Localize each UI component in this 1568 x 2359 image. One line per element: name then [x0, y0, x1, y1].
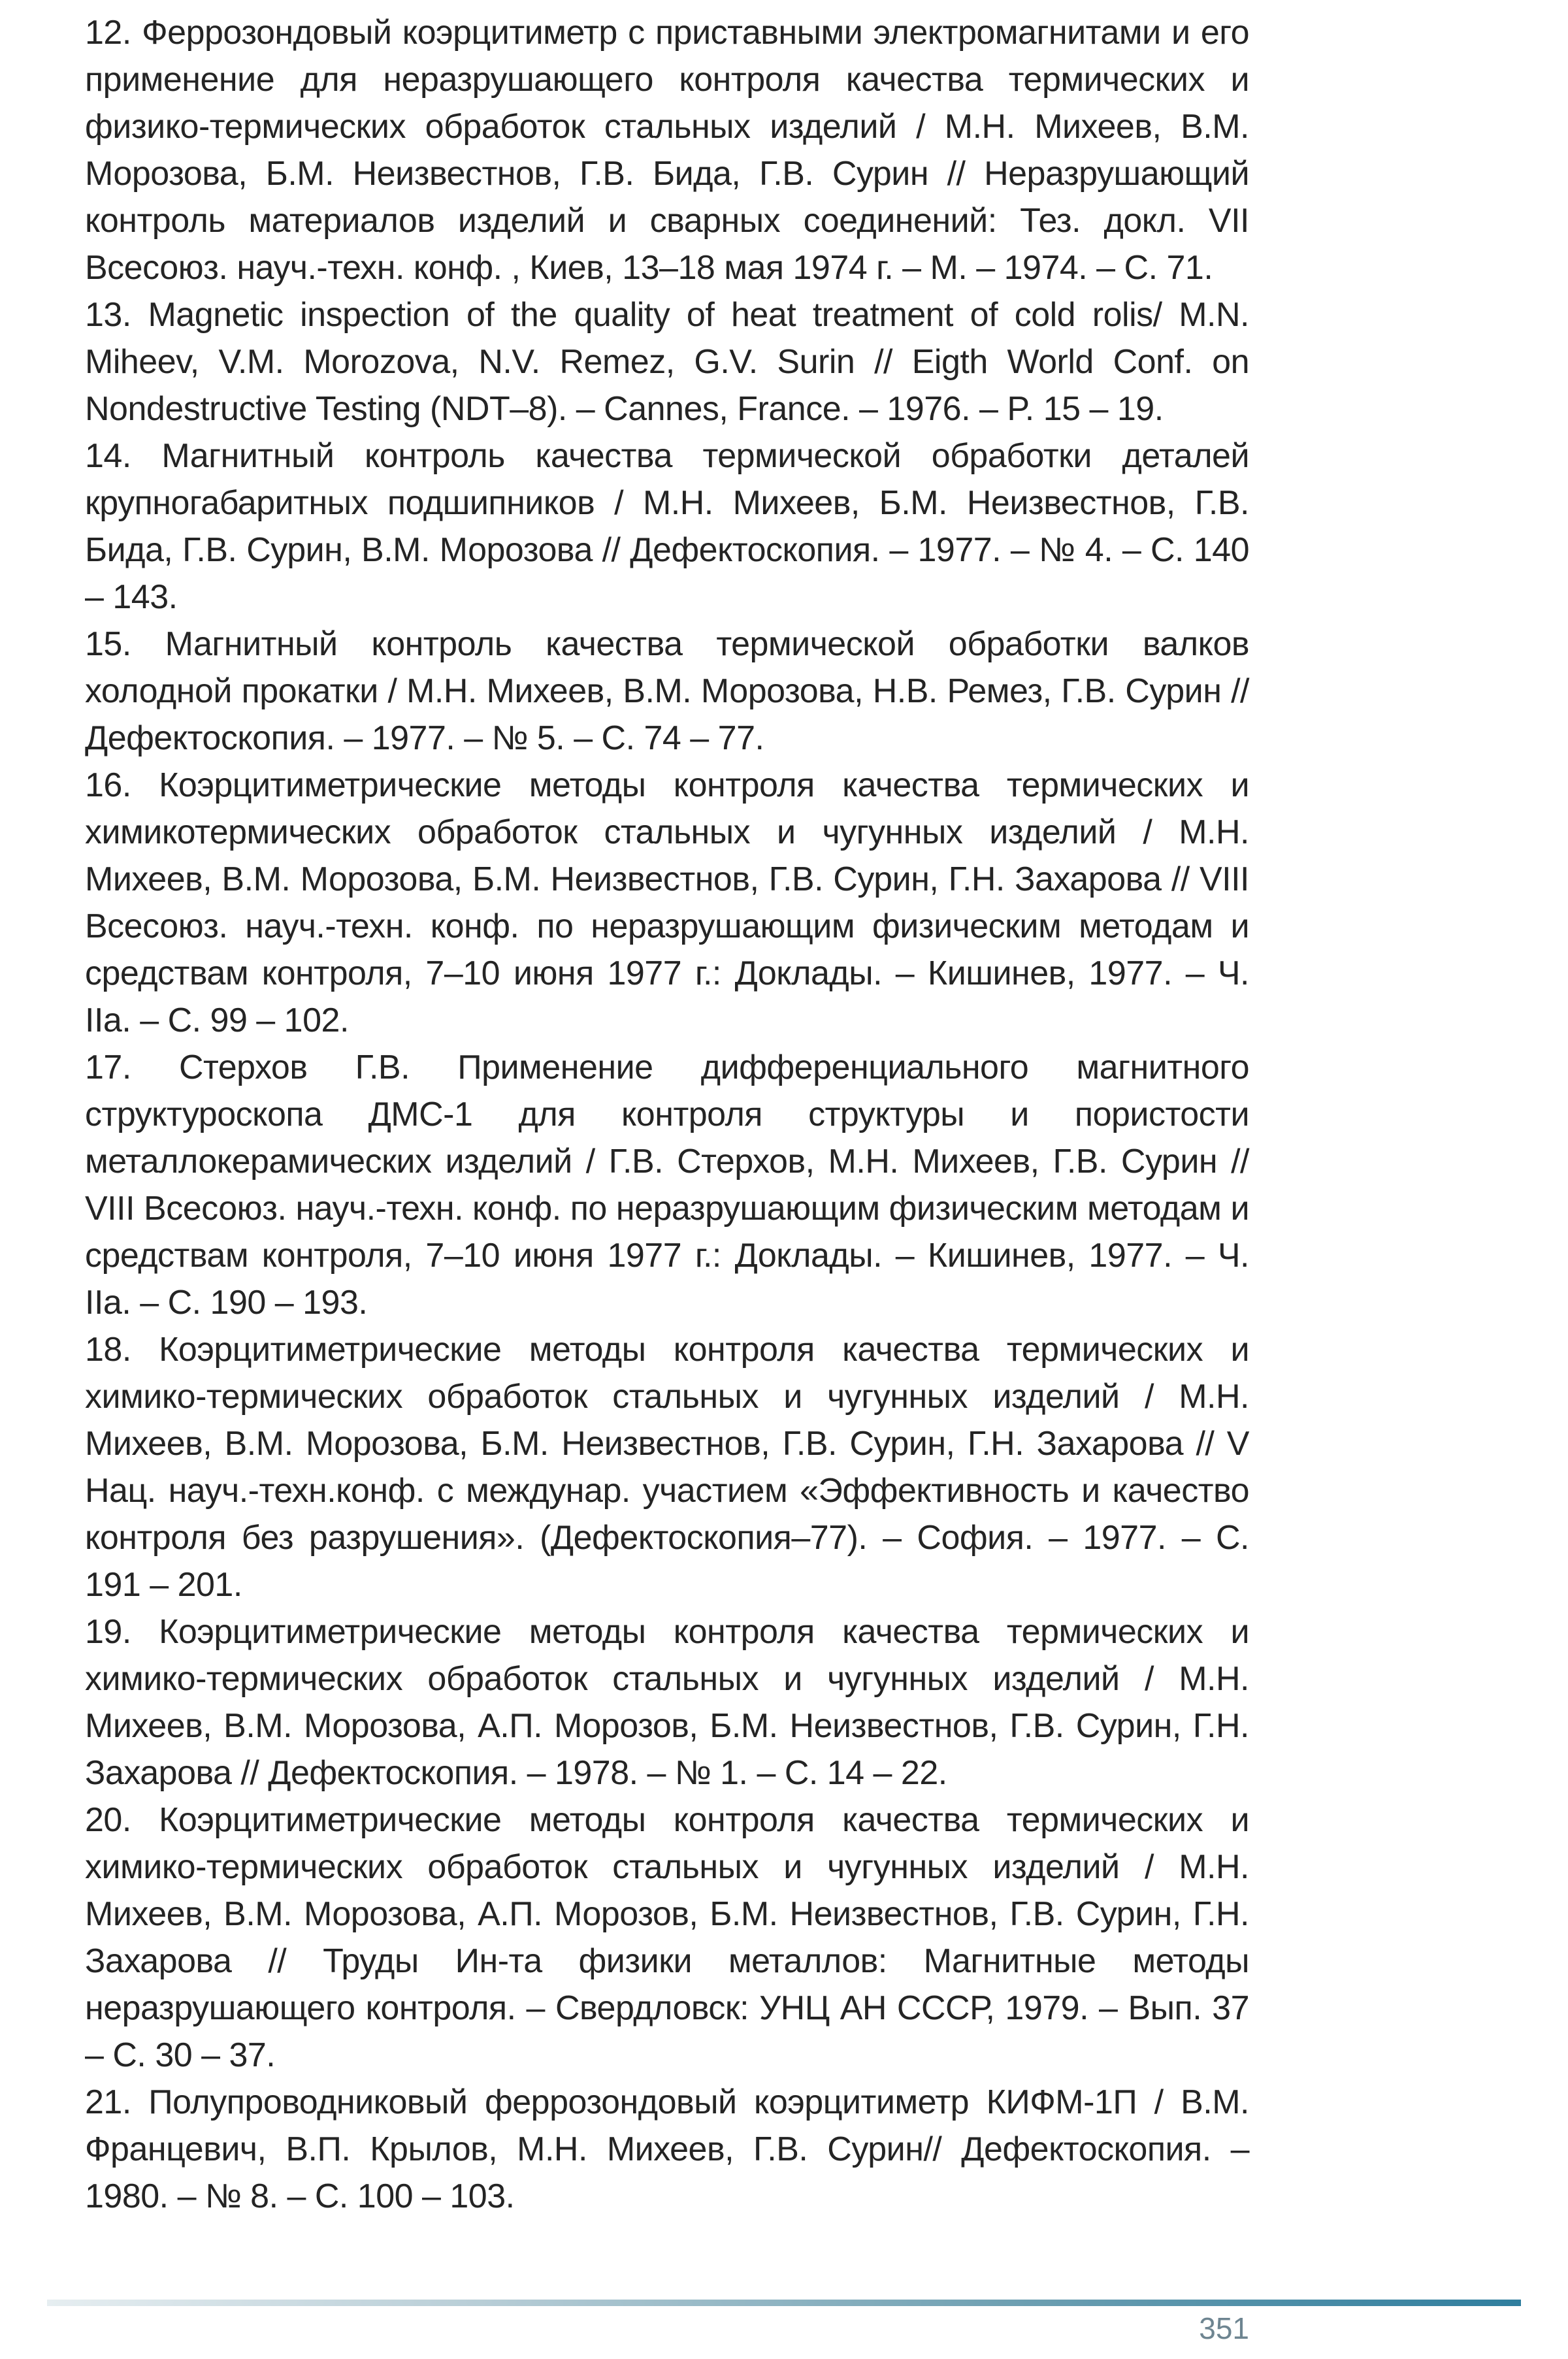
reference-item: 14. Магнитный контроль качества термической обработки деталей крупногабаритных подшипников / М.Н. Михеев, Б.М. Неизвестнов, Г.В. Бида, Г.В. Сурин, В.М. Морозова // Дефектоскопия. – 1977. – № 4. – С. 140 – 143.: [85, 437, 1249, 616]
references-list: [85, 9, 1249, 2220]
reference-item: 18. Коэрцитиметрические методы контроля качества термических и химико-термических обработок стальных и чугунных изделий / М.Н. Михеев, В.М. Морозова, Б.М. Неизвестнов, Г.В. Сурин, Г.Н. Захарова // V Нац. науч.-техн.конф. с междунар. участием «Эффективность и качество контроля без разрушения». (Дефектоскопия–77). – София. – 1977. – С. 191 – 201.: [85, 1331, 1249, 1604]
footer-accent-bar: [47, 2300, 1521, 2306]
reference-item: 15. Магнитный контроль качества термической обработки валков холодной прокатки / М.Н. Михеев, В.М. Морозова, Н.В. Ремез, Г.В. Сурин // Дефектоскопия. – 1977. – № 5. – С. 74 – 77.: [85, 625, 1249, 757]
reference-item: 21. Полупроводниковый феррозондовый коэрцитиметр КИФМ-1П / В.М. Францевич, В.П. Крылов, М.Н. Михеев, Г.В. Сурин// Дефектоскопия. – 1980. – № 8. – С. 100 – 103.: [85, 2083, 1249, 2215]
reference-item: 17. Стерхов Г.В. Применение дифференциального магнитного структуроскопа ДМС-1 для контроля структуры и пористости металлокерамических изделий / Г.В. Стерхов, М.Н. Михеев, Г.В. Сурин // VIII Всесоюз. науч.-техн. конф. по неразрушающим физическим методам и средствам контроля, 7–10 июня 1977 г.: Доклады. – Кишинев, 1977. – Ч. IIа. – С. 190 – 193.: [85, 1049, 1249, 1322]
reference-item: 19. Коэрцитиметрические методы контроля качества термических и химико-термических обработок стальных и чугунных изделий / М.Н. Михеев, В.М. Морозова, А.П. Морозов, Б.М. Неизвестнов, Г.В. Сурин, Г.Н. Захарова // Дефектоскопия. – 1978. – № 1. – С. 14 – 22.: [85, 1613, 1249, 1792]
reference-item: 12. Феррозондовый коэрцитиметр с приставными электромагнитами и его применение для неразрушающего контроля качества термических и физико-термических обработок стальных изделий / М.Н. Михеев, В.М. Морозова, Б.М. Неизвестнов, Г.В. Бида, Г.В. Сурин // Неразрушающий контроль материалов изделий и сварных соединений: Тез. докл. VII Всесоюз. науч.-техн. конф. , Киев, 13–18 мая 1974 г. – М. – 1974. – С. 71.: [85, 14, 1249, 287]
page-number: 351: [1199, 2311, 1249, 2345]
reference-item: 20. Коэрцитиметрические методы контроля качества термических и химико-термических обработок стальных и чугунных изделий / М.Н. Михеев, В.М. Морозова, А.П. Морозов, Б.М. Неизвестнов, Г.В. Сурин, Г.Н. Захарова // Труды Ин-та физики металлов: Магнитные методы неразрушающего контроля. – Свердловск: УНЦ АН СССР, 1979. – Вып. 37 – С. 30 – 37.: [85, 1801, 1249, 2074]
reference-item: 16. Коэрцитиметрические методы контроля качества термических и химикотермических обработок стальных и чугунных изделий / М.Н. Михеев, В.М. Морозова, Б.М. Неизвестнов, Г.В. Сурин, Г.Н. Захарова // VIII Всесоюз. науч.-техн. конф. по неразрушающим физическим методам и средствам контроля, 7–10 июня 1977 г.: Доклады. – Кишинев, 1977. – Ч. IIа. – С. 99 – 102.: [85, 766, 1249, 1039]
reference-item: 13. Magnetic inspection of the quality of heat treatment of cold rolis/ M.N. Miheev, V.M. Morozova, N.V. Remez, G.V. Surin // Eigth World Conf. on Nondestructive Testing (NDT–8). – Cannes, France. – 1976. – P. 15 – 19.: [85, 296, 1249, 428]
